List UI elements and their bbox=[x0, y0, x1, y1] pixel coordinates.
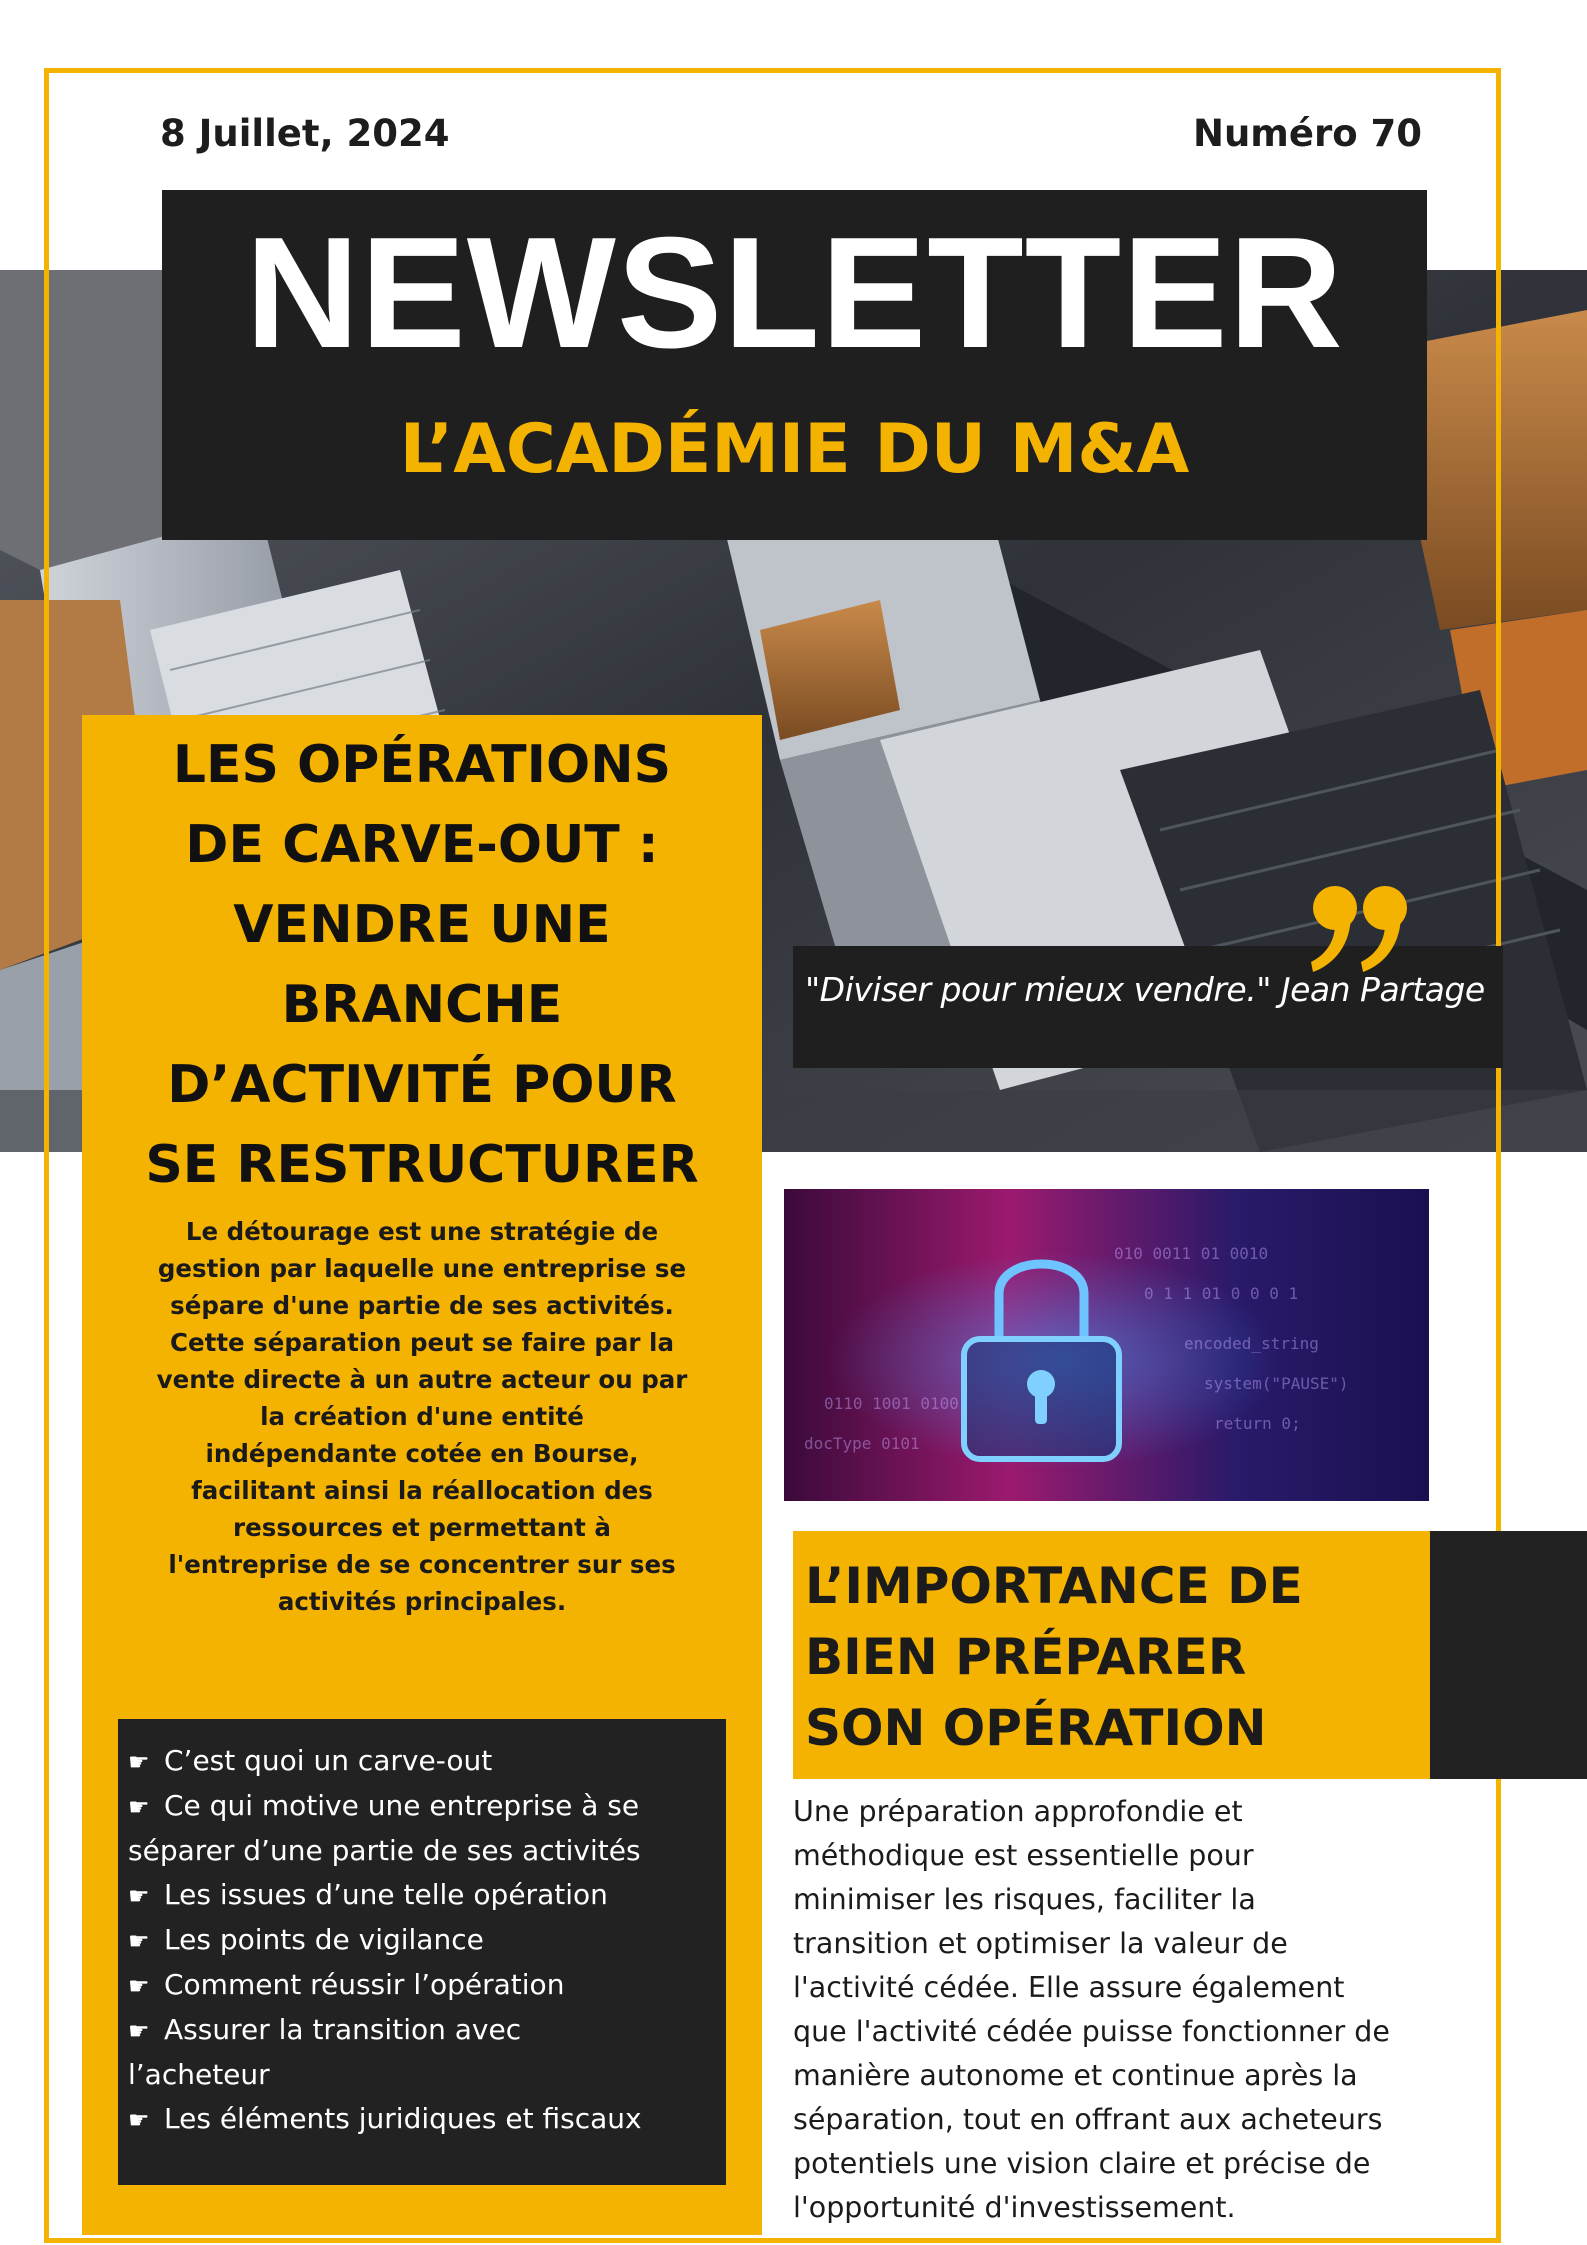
second-body-line: l'opportunité d'investissement. bbox=[793, 2191, 1236, 2224]
svg-text:system("PAUSE"): system("PAUSE") bbox=[1204, 1374, 1349, 1393]
svg-text:0 1 1 01 0 0 0 1: 0 1 1 01 0 0 0 1 bbox=[1144, 1284, 1299, 1303]
lead-body-line: la création d'une entité bbox=[260, 1402, 584, 1431]
lead-title-line: SE RESTRUCTURER bbox=[145, 1135, 699, 1195]
second-body-line: méthodique est essentielle pour bbox=[793, 1839, 1254, 1872]
quote-text: "Diviser pour mieux vendre." Jean Partage bbox=[805, 970, 1485, 1009]
toc-item-continued: séparer d’une partie de ses activités bbox=[128, 1834, 641, 1867]
second-article-header bbox=[793, 1531, 1430, 1779]
second-body-line: Une préparation approfondie et bbox=[793, 1795, 1243, 1828]
lead-body-line: facilitant ainsi la réallocation des bbox=[191, 1476, 653, 1505]
lead-body-line: gestion par laquelle une entreprise se bbox=[157, 1254, 687, 1283]
second-article-title bbox=[805, 1551, 1303, 1764]
second-title-line: BIEN PRÉPARER bbox=[805, 1628, 1247, 1686]
pointing-hand-icon: ☛ bbox=[128, 2106, 150, 2134]
issue-number: Numéro 70 bbox=[1193, 112, 1422, 155]
second-body-line: minimiser les risques, faciliter la bbox=[793, 1883, 1256, 1916]
toc-item: ☛ Les issues d’une telle opération bbox=[128, 1873, 718, 1918]
table-of-contents bbox=[118, 1719, 726, 2185]
second-title-line: SON OPÉRATION bbox=[805, 1699, 1267, 1757]
lead-body-line: sépare d'une partie de ses activités. bbox=[170, 1291, 674, 1320]
pointing-hand-icon: ☛ bbox=[128, 2017, 150, 2045]
lead-body-line: activités principales. bbox=[277, 1587, 567, 1616]
toc-item: ☛ C’est quoi un carve-out bbox=[128, 1739, 718, 1784]
svg-text:return 0;: return 0; bbox=[1214, 1414, 1301, 1433]
second-article-body bbox=[793, 1790, 1473, 2230]
lead-body-line: Cette séparation peut se faire par la bbox=[170, 1328, 674, 1357]
cybersecurity-lock-image bbox=[784, 1189, 1429, 1501]
lead-title-line: DE CARVE-OUT : bbox=[185, 815, 659, 875]
toc-item: ☛ Les points de vigilance bbox=[128, 1918, 718, 1963]
svg-text:010 0011 01 0010: 010 0011 01 0010 bbox=[1114, 1244, 1269, 1263]
pointing-hand-icon: ☛ bbox=[128, 1972, 150, 2000]
lead-title-line: BRANCHE bbox=[281, 975, 563, 1035]
second-article-accent-block bbox=[1430, 1531, 1587, 1779]
lead-title-line: LES OPÉRATIONS bbox=[172, 735, 672, 795]
second-body-line: l'activité cédée. Elle assure également bbox=[793, 1971, 1345, 2004]
lead-article-title bbox=[82, 725, 762, 1205]
lead-title-line: VENDRE UNE bbox=[233, 895, 611, 955]
lead-body-line: vente directe à un autre acteur ou par bbox=[156, 1365, 688, 1394]
issue-date: 8 Juillet, 2024 bbox=[160, 112, 450, 155]
second-body-line: transition et optimiser la valeur de bbox=[793, 1927, 1288, 1960]
svg-text:0110 1001 0100: 0110 1001 0100 bbox=[824, 1394, 959, 1413]
pointing-hand-icon: ☛ bbox=[128, 1748, 150, 1776]
second-body-line: potentiels une vision claire et précise de bbox=[793, 2147, 1371, 2180]
lead-title-line: D’ACTIVITÉ POUR bbox=[167, 1055, 677, 1115]
lead-body-line: indépendante cotée en Bourse, bbox=[205, 1439, 639, 1468]
toc-item: ☛ Comment réussir l’opération bbox=[128, 1963, 718, 2008]
lead-article bbox=[82, 715, 762, 2235]
second-body-line: que l'activité cédée puisse fonctionner de bbox=[793, 2015, 1390, 2048]
toc-item: ☛ Les éléments juridiques et fiscaux bbox=[128, 2097, 718, 2142]
toc-item: ☛ Assurer la transition avec bbox=[128, 2008, 718, 2053]
second-body-line: séparation, tout en offrant aux acheteurs bbox=[793, 2103, 1383, 2136]
newsletter-title: NEWSLETTER bbox=[245, 205, 1344, 381]
newsletter-subtitle: L’ACADÉMIE DU M&A bbox=[399, 410, 1190, 489]
lead-body-line: Le détourage est une stratégie de bbox=[185, 1217, 659, 1246]
lead-body-line: ressources et permettant à bbox=[233, 1513, 611, 1542]
pointing-hand-icon: ☛ bbox=[128, 1927, 150, 1955]
svg-text:encoded_string: encoded_string bbox=[1184, 1334, 1319, 1353]
lead-article-body bbox=[112, 1213, 732, 1620]
second-body-line: manière autonome et continue après la bbox=[793, 2059, 1358, 2092]
masthead bbox=[162, 190, 1427, 540]
toc-item-continued: l’acheteur bbox=[128, 2058, 270, 2091]
second-title-line: L’IMPORTANCE DE bbox=[805, 1557, 1303, 1615]
pointing-hand-icon: ☛ bbox=[128, 1793, 150, 1821]
quote-mark-icon bbox=[1305, 878, 1415, 982]
toc-item: ☛ Ce qui motive une entreprise à se bbox=[128, 1784, 718, 1829]
pointing-hand-icon: ☛ bbox=[128, 1882, 150, 1910]
svg-text:docType 0101: docType 0101 bbox=[804, 1434, 920, 1453]
lead-body-line: l'entreprise de se concentrer sur ses bbox=[168, 1550, 676, 1579]
